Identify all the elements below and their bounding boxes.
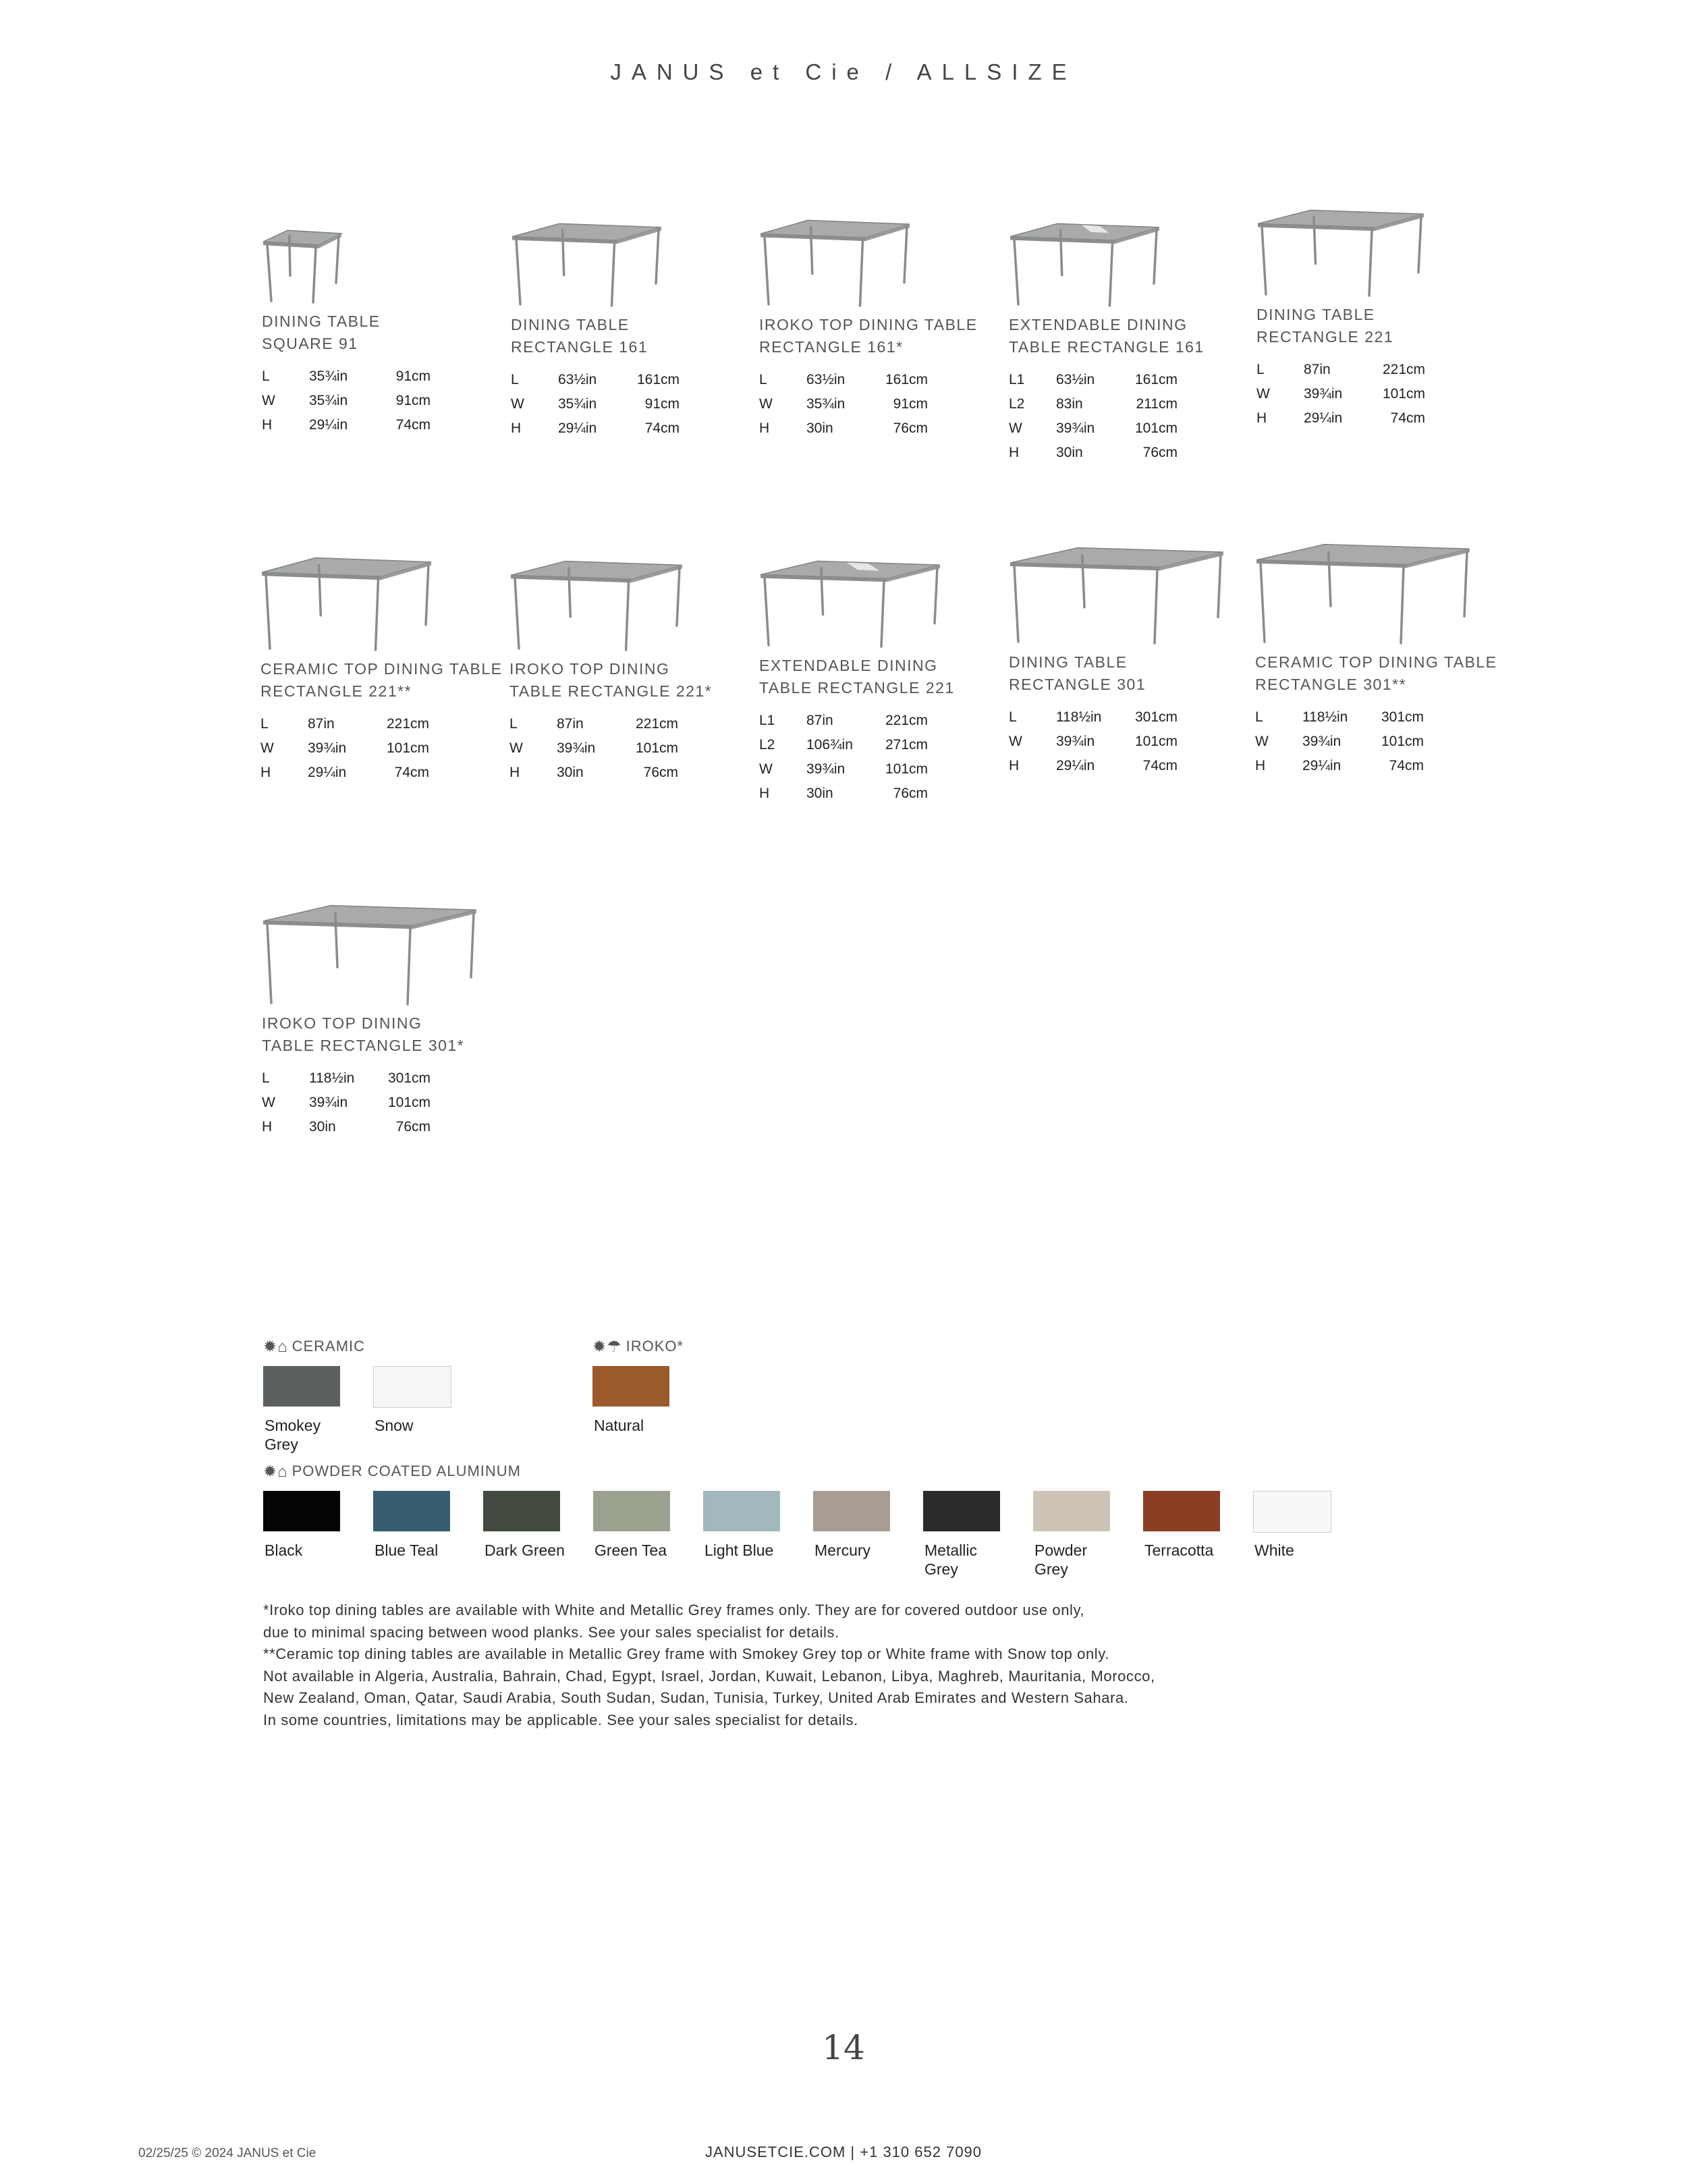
color-swatch[interactable]	[373, 1491, 450, 1531]
table-leg	[1314, 217, 1316, 263]
dimension-cm: 221cm	[885, 713, 928, 728]
dimension-inches: 118½in	[1302, 709, 1348, 725]
dimension-label: H	[759, 420, 770, 436]
product-card	[509, 560, 739, 785]
dimension-row	[262, 389, 491, 413]
dimension-cm: 301cm	[1134, 709, 1178, 725]
dimension-cm: 161cm	[1134, 372, 1178, 387]
table-leg	[1014, 240, 1018, 304]
table-leg	[1218, 555, 1221, 617]
swatch-label: Terracotta	[1144, 1541, 1214, 1559]
product-name-line: IROKO TOP DINING	[262, 1014, 422, 1032]
product-name	[1255, 651, 1497, 696]
swatch-label: Smokey Grey	[265, 1417, 321, 1453]
dimension-row	[511, 392, 740, 416]
table-leg	[1418, 217, 1421, 272]
table-leg	[1464, 551, 1467, 616]
table-illustration	[1009, 223, 1161, 307]
aluminum-swatch-group	[263, 1461, 1410, 1583]
dimension-row	[1256, 406, 1486, 431]
dimension-row	[1255, 705, 1485, 730]
dimension-label: H	[1255, 758, 1266, 773]
dimension-label: H	[511, 420, 522, 436]
note-line: Not available in Algeria, Australia, Bahrain, Chad, Egypt, Israel, Jordan, Kuwait, Lebanon, Libya, Maghreb, Mauritania, Morocco,	[263, 1667, 1155, 1685]
dimension-inches: 63½in	[806, 372, 846, 387]
dimension-cm: 91cm	[893, 396, 928, 412]
dimension-inches: 29¼in	[1304, 410, 1343, 426]
dimension-inches: 39¾in	[308, 740, 347, 756]
dimension-cm: 74cm	[395, 417, 431, 433]
dimension-row	[262, 1091, 491, 1115]
dimension-row	[1009, 392, 1238, 416]
dimension-row	[509, 736, 739, 761]
dimension-inches: 30in	[309, 1119, 336, 1135]
dimension-cm: 161cm	[636, 372, 680, 387]
dimension-label: W	[262, 393, 275, 408]
product-name	[759, 314, 989, 358]
table-leg	[516, 240, 520, 304]
dimension-cm: 101cm	[1381, 734, 1424, 749]
dimension-label: W	[1009, 734, 1022, 749]
dimension-label: L	[1255, 709, 1263, 725]
color-swatch[interactable]	[1253, 1491, 1331, 1533]
product-card	[260, 557, 503, 785]
product-name	[262, 310, 491, 355]
dimension-label: L	[1009, 709, 1017, 725]
dimensions-table	[1256, 358, 1486, 431]
table-leg	[1261, 563, 1265, 642]
dimension-label: W	[509, 740, 523, 756]
table-leg	[612, 243, 615, 306]
dimension-label: L2	[759, 737, 775, 753]
product-name-line: EXTENDABLE DINING	[1009, 316, 1188, 333]
dimension-inches: 39¾in	[309, 1095, 348, 1110]
note-line: *Iroko top dining tables are available with White and Metallic Grey frames only. They are for covered outdoor use only,	[263, 1602, 1085, 1618]
dimension-inches: 35¾in	[558, 396, 597, 412]
product-name-line: CERAMIC TOP DINING TABLE	[1255, 653, 1497, 671]
table-leg	[289, 236, 290, 276]
table-illustration	[511, 223, 663, 307]
swatch-label: Powder Grey	[1034, 1541, 1087, 1578]
dimension-cm: 301cm	[1381, 709, 1424, 725]
color-swatch[interactable]	[592, 1366, 669, 1407]
dimension-row	[260, 712, 490, 736]
dimensions-table	[1255, 705, 1485, 778]
dimension-label: L	[262, 368, 270, 384]
table-leg	[860, 240, 863, 306]
product-name	[759, 655, 989, 699]
dimension-inches: 35¾in	[806, 396, 846, 412]
dimension-label: W	[1255, 734, 1269, 749]
dimension-label: W	[759, 396, 773, 412]
swatch-label: Light Blue	[704, 1541, 774, 1559]
table-leg	[515, 578, 519, 649]
dimension-label: L	[509, 716, 518, 732]
dimensions-table	[1009, 368, 1238, 465]
table-leg	[1061, 230, 1062, 275]
product-card	[262, 904, 491, 1139]
dimension-label: W	[1009, 420, 1022, 436]
color-swatch[interactable]	[1033, 1491, 1110, 1531]
page-header: JANUS et Cie / ALLSIZE	[610, 59, 1077, 84]
product-name-line: CERAMIC TOP DINING TABLE	[260, 660, 503, 678]
table-leg	[1155, 570, 1157, 643]
note-line: **Ceramic top dining tables are available in Metallic Grey frame with Smokey Grey top or White frame with Snow top only.	[263, 1645, 1109, 1662]
dimension-inches: 29¼in	[558, 420, 597, 436]
table-leg	[935, 568, 937, 623]
product-name-line: RECTANGLE 221**	[260, 682, 412, 700]
dimensions-table	[262, 364, 491, 437]
dimension-row	[759, 709, 989, 733]
table-illustration	[759, 560, 941, 648]
product-name-line: RECTANGLE 161	[511, 338, 648, 356]
color-swatch[interactable]	[263, 1366, 340, 1407]
dimension-inches: 29¼in	[1302, 758, 1342, 773]
product-name-line: DINING TABLE	[262, 312, 381, 330]
dimension-inches: 87in	[308, 716, 335, 732]
table-illustration	[509, 560, 684, 651]
dimension-row	[759, 733, 989, 757]
dimensions-table	[759, 368, 989, 441]
product-card	[1255, 543, 1497, 778]
dimension-row	[1009, 441, 1238, 465]
dimension-inches: 39¾in	[1304, 386, 1343, 402]
dimension-label: H	[262, 1119, 273, 1135]
dimension-inches: 30in	[1056, 445, 1083, 460]
product-name-line: DINING TABLE	[1009, 653, 1128, 671]
dimension-cm: 301cm	[387, 1070, 431, 1086]
dimension-row	[759, 416, 989, 441]
table-leg	[267, 244, 271, 301]
table-leg	[1014, 566, 1018, 642]
dimension-cm: 76cm	[893, 420, 928, 436]
swatch-label: White	[1254, 1541, 1294, 1559]
color-swatch[interactable]	[703, 1491, 780, 1531]
swatch-label: Natural	[594, 1417, 644, 1434]
dimension-inches: 63½in	[1056, 372, 1095, 387]
dimension-label: H	[262, 417, 273, 433]
product-name	[1009, 651, 1238, 696]
product-name-line: TABLE RECTANGLE 161	[1009, 338, 1205, 356]
table-leg	[313, 248, 316, 302]
product-card	[759, 560, 989, 806]
product-name-line: EXTENDABLE DINING	[759, 657, 938, 674]
table-leg	[765, 577, 769, 645]
dimension-label: H	[260, 765, 271, 780]
dimension-cm: 101cm	[387, 1095, 431, 1110]
dimension-label: W	[1256, 386, 1270, 402]
product-card	[262, 229, 491, 437]
dimension-inches: 118½in	[1056, 709, 1102, 725]
dimension-cm: 161cm	[885, 372, 928, 387]
product-name-line: IROKO TOP DINING TABLE	[759, 316, 978, 333]
dimension-inches: 39¾in	[1056, 734, 1095, 749]
dimension-cm: 76cm	[643, 765, 678, 780]
product-card	[1009, 223, 1238, 465]
product-name-line: TABLE RECTANGLE 221*	[509, 682, 713, 700]
dimension-inches: 106¾in	[806, 737, 853, 753]
dimension-inches: 35¾in	[309, 393, 348, 408]
dimension-row	[1009, 416, 1238, 441]
table-illustration	[262, 904, 478, 1006]
dimension-label: L	[260, 716, 269, 732]
color-swatch[interactable]	[1143, 1491, 1220, 1531]
dimension-inches: 30in	[806, 420, 833, 436]
dimension-inches: 87in	[1304, 362, 1331, 377]
dimension-cm: 101cm	[635, 740, 678, 756]
sun-umbrella-icon: ✹☂	[592, 1337, 622, 1356]
product-name-line: RECTANGLE 161*	[759, 338, 904, 356]
dimension-row	[509, 761, 739, 785]
dimension-label: H	[1256, 410, 1267, 426]
dimensions-table	[509, 712, 739, 785]
sun-home-icon: ✹⌂	[263, 1337, 288, 1356]
dimension-inches: 30in	[806, 786, 833, 801]
dimension-inches: 39¾in	[557, 740, 596, 756]
product-name	[260, 658, 503, 703]
dimension-row	[1009, 754, 1238, 778]
product-name-line: RECTANGLE 301	[1009, 676, 1146, 693]
dimension-row	[260, 736, 490, 761]
product-card	[1256, 209, 1486, 431]
sun-home-icon: ✹⌂	[263, 1462, 288, 1481]
color-swatch[interactable]	[483, 1491, 560, 1531]
dimension-cm: 101cm	[885, 761, 928, 777]
table-leg	[881, 581, 884, 647]
dimension-inches: 30in	[557, 765, 584, 780]
product-name	[511, 314, 740, 358]
swatch-label: Blue Teal	[375, 1541, 439, 1559]
color-swatch[interactable]	[593, 1491, 670, 1531]
color-swatch[interactable]	[373, 1366, 451, 1408]
dimension-inches: 39¾in	[1302, 734, 1342, 749]
dimensions-table	[262, 1066, 491, 1139]
table-leg	[1401, 567, 1404, 643]
note-line: New Zealand, Oman, Qatar, Saudi Arabia, South Sudan, Sudan, Tunisia, Turkey, United Arab Emirates and Western Sahara.	[263, 1689, 1129, 1706]
product-name	[509, 658, 739, 703]
ceramic-swatch-group	[263, 1336, 533, 1453]
table-leg	[267, 924, 271, 1003]
dimension-row	[759, 368, 989, 392]
dimension-inches: 87in	[806, 713, 833, 728]
product-name-line: TABLE RECTANGLE 301*	[262, 1037, 465, 1054]
dimension-label: L1	[759, 713, 775, 728]
dimension-row	[1255, 730, 1485, 754]
table-illustration	[1009, 547, 1225, 645]
dimension-label: L2	[1009, 396, 1025, 412]
table-illustration	[1256, 209, 1425, 297]
dimension-cm: 271cm	[885, 737, 928, 753]
table-leg	[1262, 226, 1266, 294]
product-name-line: RECTANGLE 301**	[1255, 676, 1407, 693]
product-card	[759, 219, 989, 441]
dimension-label: W	[511, 396, 524, 412]
dimensions-table	[260, 712, 490, 785]
dimension-cm: 211cm	[1136, 396, 1178, 412]
table-leg	[656, 230, 659, 283]
footnotes	[263, 1600, 1155, 1731]
page-number: 14	[822, 2028, 865, 2067]
table-leg	[376, 579, 379, 650]
swatch-label: Mercury	[814, 1541, 871, 1559]
dimension-inches: 29¼in	[308, 765, 347, 780]
dimension-inches: 39¾in	[1056, 420, 1095, 436]
dimension-cm: 91cm	[644, 396, 680, 412]
dimension-cm: 76cm	[893, 786, 928, 801]
note-line: due to minimal spacing between wood planks. See your sales specialist for details.	[263, 1623, 839, 1641]
product-name-line: TABLE RECTANGLE 221	[759, 679, 955, 697]
iroko-title: IROKO*	[626, 1338, 684, 1355]
product-name-line: RECTANGLE 221	[1256, 328, 1394, 346]
dimension-row	[511, 416, 740, 441]
product-name-line: IROKO TOP DINING	[509, 660, 670, 678]
dimension-inches: 83in	[1056, 396, 1083, 412]
footer-contact[interactable]: JANUSETCIE.COM | +1 310 652 7090	[704, 2144, 983, 2160]
dimension-row	[759, 757, 989, 782]
dimension-cm: 74cm	[394, 765, 429, 780]
table-leg	[1154, 230, 1157, 283]
dimension-cm: 101cm	[386, 740, 429, 756]
dimension-cm: 91cm	[395, 368, 431, 384]
dimension-label: H	[1009, 758, 1020, 773]
dimension-label: L	[262, 1070, 270, 1086]
dimension-label: L	[511, 372, 519, 387]
dimension-label: W	[260, 740, 274, 756]
swatch-label: Snow	[375, 1417, 414, 1434]
table-leg	[563, 230, 564, 275]
table-illustration	[262, 229, 343, 304]
dimension-inches: 29¼in	[1056, 758, 1095, 773]
product-name	[1009, 314, 1238, 358]
color-swatch[interactable]	[813, 1491, 890, 1531]
dimension-label: H	[759, 786, 770, 801]
dimension-row	[511, 368, 740, 392]
swatch-label: Green Tea	[594, 1541, 667, 1559]
dimension-cm: 76cm	[395, 1119, 431, 1135]
dimension-row	[262, 1066, 491, 1091]
table-leg	[266, 575, 270, 649]
product-card	[1009, 547, 1238, 778]
ceramic-title: CERAMIC	[292, 1338, 366, 1355]
dimension-cm: 74cm	[1390, 410, 1425, 426]
dimension-label: L	[759, 372, 767, 387]
table-leg	[408, 928, 410, 1004]
dimension-cm: 101cm	[1382, 386, 1425, 402]
dimension-cm: 101cm	[1134, 420, 1178, 436]
dimension-label: L1	[1009, 372, 1025, 387]
dimension-label: L	[1256, 362, 1265, 377]
dimension-row	[759, 782, 989, 806]
dimension-cm: 221cm	[386, 716, 429, 732]
dimensions-table	[1009, 705, 1238, 778]
dimension-inches: 35¾in	[309, 368, 348, 384]
table-illustration	[260, 557, 433, 651]
dimension-inches: 39¾in	[806, 761, 846, 777]
dimension-label: W	[759, 761, 773, 777]
product-name-line: DINING TABLE	[1256, 306, 1375, 323]
dimension-row	[262, 364, 491, 389]
dimension-cm: 91cm	[395, 393, 431, 408]
dimension-inches: 29¼in	[309, 417, 348, 433]
color-swatch[interactable]	[263, 1491, 340, 1531]
note-line: In some countries, limitations may be applicable. See your sales specialist for details.	[263, 1711, 858, 1728]
dimension-cm: 74cm	[1389, 758, 1424, 773]
table-leg	[1369, 230, 1372, 296]
dimensions-table	[759, 709, 989, 806]
table-leg	[904, 227, 907, 282]
dimension-row	[759, 392, 989, 416]
swatch-label: Black	[265, 1541, 303, 1559]
table-leg	[471, 912, 474, 977]
dimension-row	[1009, 730, 1238, 754]
swatch-label: Metallic Grey	[924, 1541, 977, 1578]
dimension-row	[509, 712, 739, 736]
product-name-line: SQUARE 91	[262, 335, 358, 352]
dimension-cm: 74cm	[644, 420, 680, 436]
dimension-row	[1256, 382, 1486, 406]
footer-date: 02/25/25 © 2024 JANUS et Cie	[138, 2146, 316, 2160]
dimension-row	[260, 761, 490, 785]
dimension-row	[1256, 358, 1486, 382]
dimension-label: H	[1009, 445, 1020, 460]
swatch-label: Dark Green	[485, 1541, 565, 1559]
table-leg	[626, 582, 629, 650]
dimension-label: W	[262, 1095, 275, 1110]
dimension-cm: 74cm	[1142, 758, 1178, 773]
table-leg	[426, 565, 428, 625]
dimension-cm: 76cm	[1142, 445, 1178, 460]
dimension-row	[1009, 368, 1238, 392]
dimension-label: H	[509, 765, 520, 780]
table-illustration	[1255, 543, 1471, 645]
dimension-row	[1009, 705, 1238, 730]
dimension-row	[262, 413, 491, 437]
product-name-line: DINING TABLE	[511, 316, 630, 333]
color-swatch[interactable]	[923, 1491, 1000, 1531]
aluminum-title: POWDER COATED ALUMINUM	[292, 1463, 521, 1479]
table-leg	[1110, 243, 1113, 306]
dimension-cm: 101cm	[1134, 734, 1178, 749]
dimensions-table	[511, 368, 740, 441]
dimension-row	[1255, 754, 1485, 778]
table-leg	[677, 568, 680, 626]
dimension-cm: 221cm	[635, 716, 678, 732]
dimension-cm: 221cm	[1382, 362, 1425, 377]
table-illustration	[759, 219, 911, 307]
dimension-inches: 63½in	[558, 372, 597, 387]
table-leg	[336, 236, 339, 283]
dimension-row	[262, 1115, 491, 1139]
iroko-swatch-group	[592, 1336, 795, 1438]
table-leg	[765, 236, 769, 304]
dimension-inches: 118½in	[309, 1070, 355, 1086]
dimension-inches: 87in	[557, 716, 584, 732]
product-name	[1256, 304, 1486, 348]
table-leg	[811, 227, 812, 273]
product-name	[262, 1012, 491, 1057]
product-card	[511, 223, 740, 441]
